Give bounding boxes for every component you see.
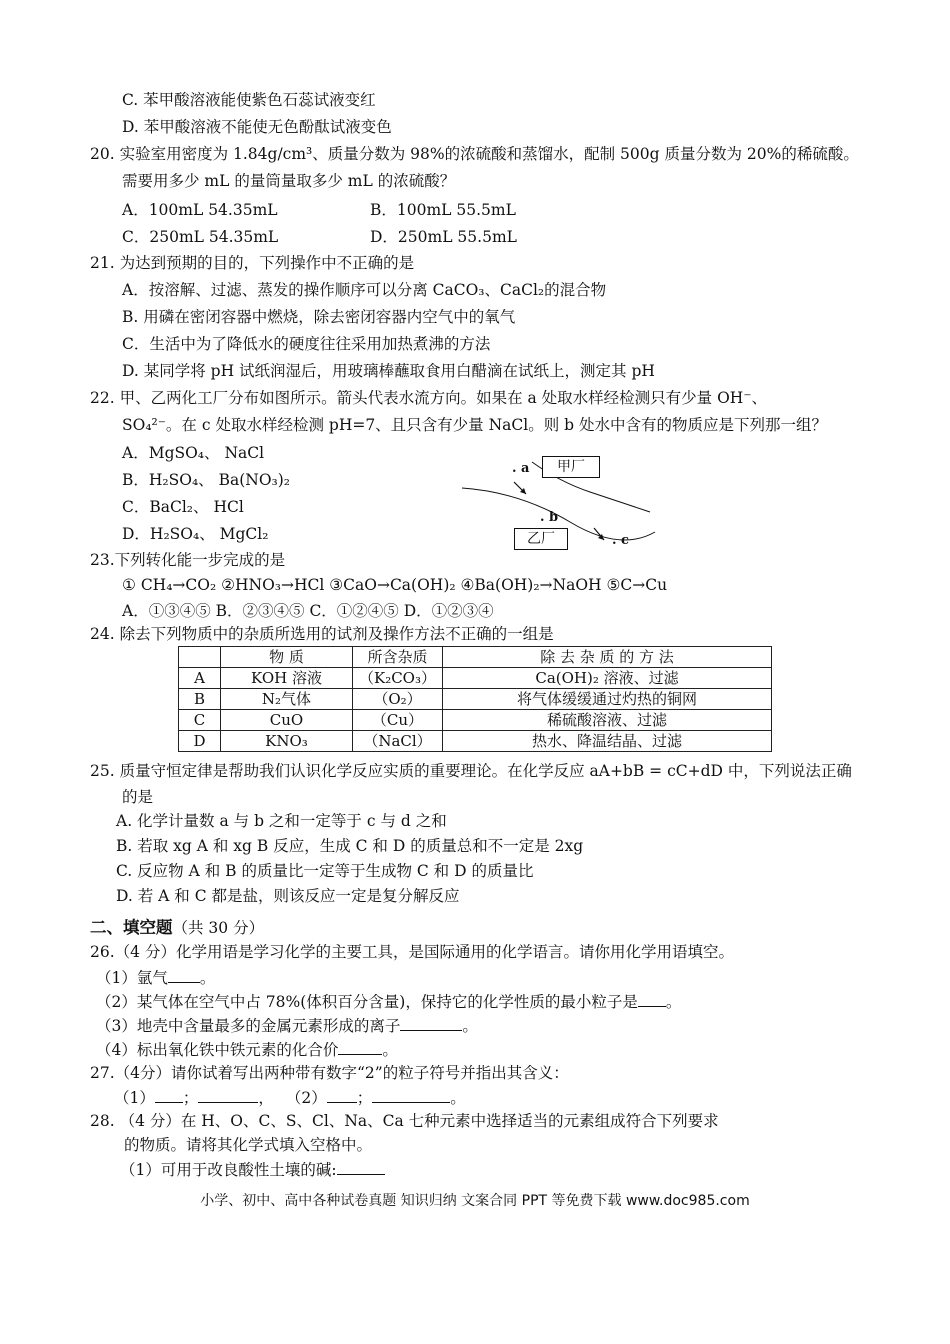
q21-option-b: B. 用磷在密闭容器中燃烧，除去密闭容器内空气中的氧气 xyxy=(122,308,516,326)
q25-option-b: B. 若取 xg A 和 xg B 反应，生成 C 和 D 的质量总和不一定是 2xg xyxy=(116,837,584,855)
q26-item-3 xyxy=(96,1014,478,1037)
table-cell: （NaCl） xyxy=(353,731,443,752)
q20-option-d: D．250mL 55.5mL xyxy=(370,228,517,246)
q22-option-d: D．H₂SO₄、 MgCl₂ xyxy=(122,525,269,543)
table-cell: KNO₃ xyxy=(221,731,353,752)
answer-blank[interactable] xyxy=(338,1038,382,1055)
q27-stem: 27.（4分）请你试着写出两种带有数字“2”的粒子符号并指出其含义： xyxy=(90,1064,569,1082)
q28-stem-2: 的物质。请将其化学式填入空格中。 xyxy=(124,1136,373,1154)
table-cell: Ca(OH)₂ 溶液、过滤 xyxy=(443,668,772,689)
q20-option-c: C．250mL 54.35mL xyxy=(122,228,279,246)
punct: ； xyxy=(182,1089,199,1107)
table-cell: KOH 溶液 xyxy=(221,668,353,689)
q26-item-1-text: （1）氩气 xyxy=(96,969,168,987)
table-cell: A xyxy=(179,668,221,689)
punct: 。 xyxy=(199,969,216,987)
table-cell: （O₂） xyxy=(353,689,443,710)
table-row xyxy=(179,731,772,752)
table-cell: B xyxy=(179,689,221,710)
factory-diagram xyxy=(460,452,660,552)
section-2-score: （共 30 分） xyxy=(172,919,265,937)
q22-option-b: B．H₂SO₄、 Ba(NO₃)₂ xyxy=(122,471,291,489)
table-cell: N₂气体 xyxy=(221,689,353,710)
q26-item-3-text: （3）地壳中含量最多的金属元素形成的离子 xyxy=(96,1017,401,1035)
q25-option-c: C. 反应物 A 和 B 的质量比一定等于生成物 C 和 D 的质量比 xyxy=(116,862,534,880)
q26-item-1 xyxy=(96,966,215,989)
answer-blank[interactable] xyxy=(400,1014,462,1031)
q28-item-1-text: （1）可用于改良酸性土壤的碱: xyxy=(120,1161,337,1179)
q25-stem-2: 的是 xyxy=(122,788,154,806)
q19-option-c: C. 苯甲酸溶液能使紫色石蕊试液变红 xyxy=(122,91,376,109)
table-row xyxy=(179,689,772,710)
q26-stem: 26.（4 分）化学用语是学习化学的主要工具，是国际通用的化学语言。请你用化学用语填空。 xyxy=(90,943,734,961)
answer-blank[interactable] xyxy=(155,1086,183,1103)
q26-item-2 xyxy=(96,990,681,1013)
q22-stem-2: SO₄²⁻。在 c 处取水样经检测 pH=7、且只含有少量 NaCl。则 b 处水中含有的物质应是下列那一组？ xyxy=(122,416,828,434)
q27-item-2-label: （2） xyxy=(285,1089,327,1107)
answer-blank[interactable] xyxy=(198,1086,258,1103)
punct: ， xyxy=(258,1089,274,1107)
table-header xyxy=(179,647,221,668)
q21-option-c: C．生活中为了降低水的硬度往往采用加热煮沸的方法 xyxy=(122,335,491,353)
factory-jia: 甲厂 xyxy=(542,456,600,478)
q20-stem: 20. 实验室用密度为 1.84g/cm³、质量分数为 98%的浓硫酸和蒸馏水，配制 500g 质量分数为 20%的稀硫酸。 xyxy=(90,145,859,163)
q21-stem: 21. 为达到预期的目的，下列操作中不正确的是 xyxy=(90,254,415,272)
q20-stem-2: 需要用多少 mL 的量筒量取多少 mL 的浓硫酸？ xyxy=(122,172,456,190)
table-header: 物 质 xyxy=(221,647,353,668)
q22-option-a: A．MgSO₄、 NaCl xyxy=(122,444,265,462)
table-cell: D xyxy=(179,731,221,752)
answer-blank[interactable] xyxy=(327,1086,357,1103)
table-header: 除 去 杂 质 的 方 法 xyxy=(443,647,772,668)
q23-stem: 23.下列转化能一步完成的是 xyxy=(90,551,286,569)
section-2-heading xyxy=(90,917,264,939)
q25-option-d: D. 若 A 和 C 都是盐，则该反应一定是复分解反应 xyxy=(116,887,460,905)
table-cell: （K₂CO₃） xyxy=(353,668,443,689)
section-2-title: 二、填空题 xyxy=(90,918,173,937)
table-cell: 热水、降温结晶、过滤 xyxy=(443,731,772,752)
answer-blank[interactable] xyxy=(372,1086,450,1103)
table-cell: （Cu） xyxy=(353,710,443,731)
answer-blank[interactable] xyxy=(337,1158,385,1175)
table-cell: C xyxy=(179,710,221,731)
table-header: 所含杂质 xyxy=(353,647,443,668)
q28-stem: 28. （4 分）在 H、O、C、S、Cl、Na、Ca 七种元素中选择适当的元素组成符合下列要求 xyxy=(90,1112,719,1130)
table-cell: 将气体缓缓通过灼热的铜网 xyxy=(443,689,772,710)
table-cell: 稀硫酸溶液、过滤 xyxy=(443,710,772,731)
impurity-table xyxy=(178,646,772,752)
q25-stem: 25. 质量守恒定律是帮助我们认识化学反应实质的重要理论。在化学反应 aA+bB = cC+dD 中，下列说法正确 xyxy=(90,762,852,780)
q27-item-1-label: （1） xyxy=(114,1089,155,1107)
table-row xyxy=(179,668,772,689)
point-c-label: . c xyxy=(612,533,629,548)
point-b-label: . b xyxy=(540,510,559,525)
page-footer: 小学、初中、高中各种试卷真题 知识归纳 文案合同 PPT 等免费下载 www.doc985.com xyxy=(200,1193,750,1209)
punct: 。 xyxy=(462,1017,478,1035)
q23-items: ① CH₄→CO₂ ②HNO₃→HCl ③CaO→Ca(OH)₂ ④Ba(OH)₂→NaOH ⑤C→Cu xyxy=(122,576,668,594)
punct: 。 xyxy=(665,993,682,1011)
q27-answers xyxy=(114,1086,466,1109)
q22-stem: 22. 甲、乙两化工厂分布如图所示。箭头代表水流方向。如果在 a 处取水样经检测只有少量 OH⁻、 xyxy=(90,389,768,407)
punct: 。 xyxy=(450,1089,466,1107)
q20-option-a: A．100mL 54.35mL xyxy=(122,201,278,219)
q21-option-a: A．按溶解、过滤、蒸发的操作顺序可以分离 CaCO₃、CaCl₂的混合物 xyxy=(122,281,607,299)
q26-item-4-text: （4）标出氧化铁中铁元素的化合价 xyxy=(96,1041,339,1059)
table-row xyxy=(179,710,772,731)
punct: ； xyxy=(356,1089,373,1107)
q24-stem: 24. 除去下列物质中的杂质所选用的试剂及操作方法不正确的一组是 xyxy=(90,625,554,643)
q21-option-d: D. 某同学将 pH 试纸润湿后，用玻璃棒蘸取食用白醋滴在试纸上，测定其 pH xyxy=(122,362,655,380)
q25-option-a: A. 化学计量数 a 与 b 之和一定等于 c 与 d 之和 xyxy=(116,812,447,830)
answer-blank[interactable] xyxy=(168,966,200,983)
q22-option-c: C．BaCl₂、 HCl xyxy=(122,498,244,516)
q23-options: A．①③④⑤ B．②③④⑤ C．①②④⑤ D．①②③④ xyxy=(122,602,494,620)
q26-item-4 xyxy=(96,1038,398,1061)
q20-option-b: B．100mL 55.5mL xyxy=(370,201,516,219)
point-a-label: . a xyxy=(512,461,530,476)
punct: 。 xyxy=(382,1041,398,1059)
table-header-row xyxy=(179,647,772,668)
q19-option-d: D. 苯甲酸溶液不能使无色酚酞试液变色 xyxy=(122,118,392,136)
factory-yi: 乙厂 xyxy=(514,528,568,550)
q28-item-1 xyxy=(120,1158,385,1181)
answer-blank[interactable] xyxy=(638,990,666,1007)
table-cell: CuO xyxy=(221,710,353,731)
q26-item-2-text: （2）某气体在空气中占 78%(体积百分含量)，保持它的化学性质的最小粒子是 xyxy=(96,993,638,1011)
